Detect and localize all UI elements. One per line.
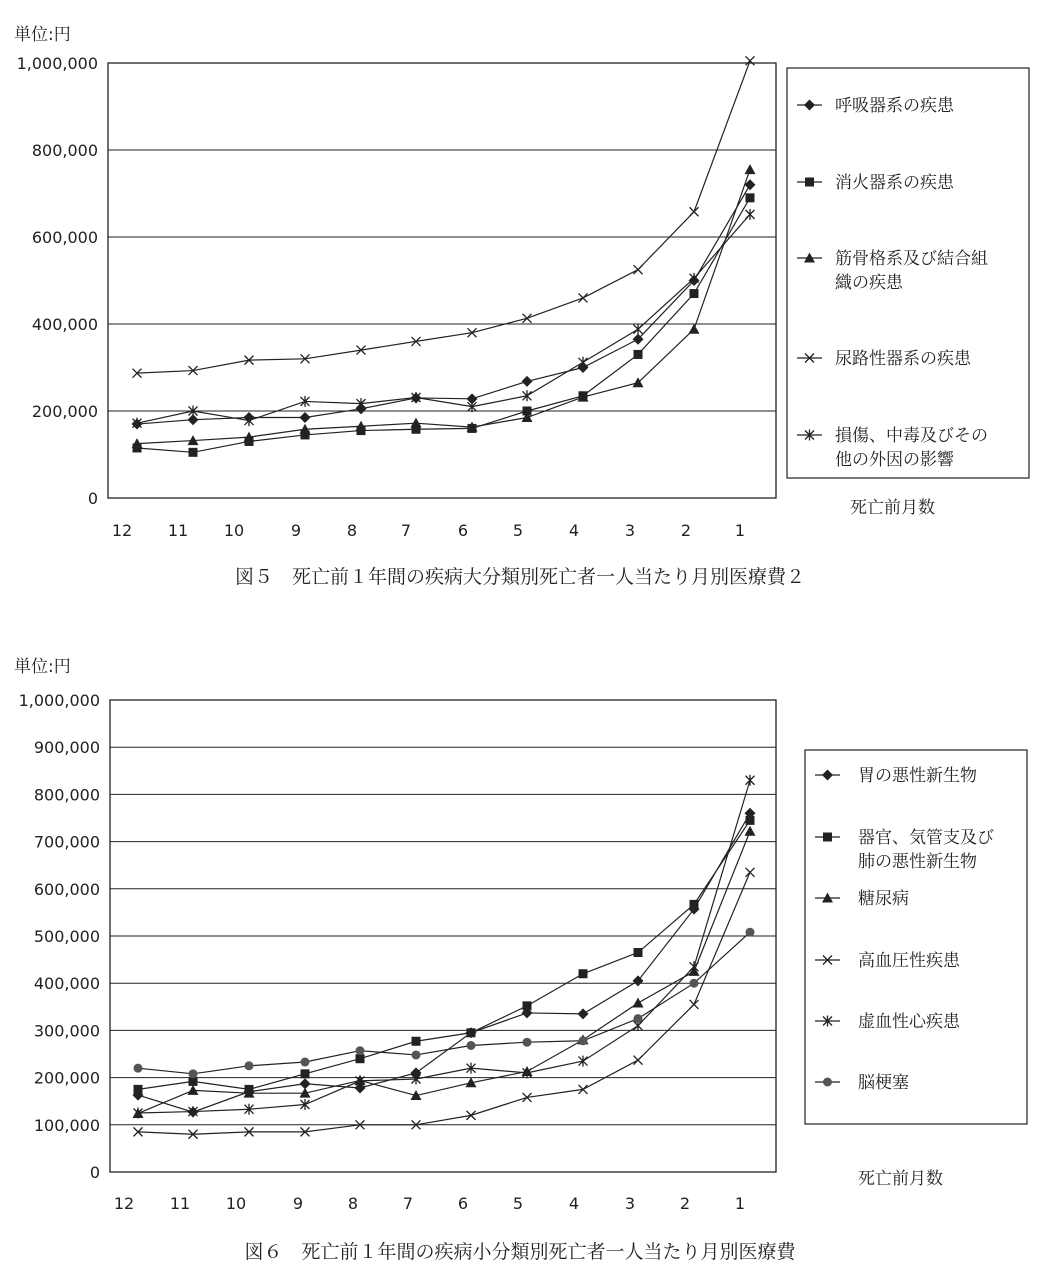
data-point (746, 816, 755, 825)
x-axis-title: 死亡前月数 (850, 498, 935, 518)
data-point (579, 1036, 588, 1045)
series-line (137, 61, 750, 373)
series-line (137, 198, 750, 452)
data-point (579, 969, 588, 978)
series-asterisk (133, 209, 755, 429)
data-point (134, 1064, 143, 1073)
legend (815, 766, 994, 1093)
data-point (189, 448, 198, 457)
legend-label: 虚血性心疾患 (858, 1012, 960, 1032)
series-line (138, 872, 750, 1134)
data-point (579, 357, 588, 368)
series-line (137, 185, 750, 424)
legend-marker (823, 1078, 832, 1087)
data-point (746, 775, 755, 786)
data-point (300, 1078, 311, 1089)
data-point (690, 289, 699, 298)
series-square (133, 193, 755, 456)
y-tick-label: 800,000 (33, 785, 100, 805)
legend-item (797, 173, 955, 193)
data-point (634, 1056, 643, 1065)
x-tick-label: 9 (292, 1194, 304, 1213)
unit-label: 単位:円 (14, 25, 71, 45)
legend-marker (805, 178, 814, 187)
legend-label: 器官、気管支及び肺の悪性新生物 (858, 828, 994, 872)
x-tick-label: 9 (290, 521, 302, 540)
legend-item (797, 249, 988, 293)
legend (797, 96, 988, 470)
data-point (523, 314, 532, 323)
legend-item (815, 766, 977, 786)
data-point (134, 1085, 143, 1094)
data-point (579, 293, 588, 302)
x-tick-label: 8 (347, 1194, 359, 1213)
x-tick-label: 10 (223, 521, 245, 540)
data-point (689, 324, 700, 334)
legend-item (797, 349, 972, 369)
legend-item (815, 1073, 909, 1093)
x-tick-label: 11 (169, 1194, 191, 1213)
y-tick-label: 0 (87, 489, 98, 508)
series-diamond (132, 179, 756, 429)
y-tick-label: 300,000 (33, 1021, 100, 1041)
x-tick-label: 3 (624, 1194, 636, 1213)
data-point (690, 979, 699, 988)
series-diamond (133, 808, 756, 1118)
x-tick-label: 12 (111, 521, 133, 540)
unit-label: 単位:円 (14, 657, 71, 677)
x-tick-label: 6 (457, 521, 469, 540)
legend-label: 損傷、中毒及びその他の外因の影響 (835, 426, 988, 470)
legend-box (787, 68, 1029, 478)
legend-item (797, 96, 955, 116)
legend-item (815, 1012, 961, 1032)
x-axis-tick-labels (114, 1194, 745, 1213)
y-axis-tick-labels (17, 54, 98, 508)
chart-figure-5 (14, 25, 1029, 588)
x-tick-label: 2 (679, 1194, 691, 1213)
figure-caption: 図５ 死亡前１年間の疾病大分類別死亡者一人当たり月別医療費２ (234, 566, 806, 588)
y-tick-label: 600,000 (31, 228, 98, 247)
legend-item (815, 889, 909, 909)
legend-item (815, 828, 994, 872)
y-tick-label: 100,000 (33, 1115, 100, 1135)
data-point (746, 928, 755, 937)
x-tick-label: 5 (512, 1194, 524, 1213)
x-tick-label: 10 (225, 1194, 247, 1213)
series-asterisk (134, 775, 755, 1119)
legend-marker (823, 833, 832, 842)
x-tick-label: 12 (113, 1194, 135, 1213)
data-point (746, 868, 755, 877)
legend-label: 胃の悪性新生物 (858, 766, 977, 786)
legend-item (815, 951, 961, 971)
legend-label: 糖尿病 (858, 889, 909, 909)
series-triangle (133, 826, 756, 1118)
data-point (189, 1069, 198, 1078)
legend-label: 消火器系の疾患 (835, 173, 954, 193)
data-point (523, 390, 532, 401)
data-point (690, 961, 699, 972)
data-point (522, 376, 533, 387)
legend-label: 筋骨格系及び結合組織の疾患 (835, 249, 988, 293)
data-point (634, 948, 643, 957)
x-tick-label: 8 (346, 521, 358, 540)
x-tick-label: 4 (568, 1194, 580, 1213)
data-point (467, 1041, 476, 1050)
data-point (746, 56, 755, 65)
data-point (523, 1001, 532, 1010)
x-tick-label: 11 (167, 521, 189, 540)
data-point (634, 324, 643, 335)
gridlines (110, 700, 776, 1125)
data-point (746, 193, 755, 202)
data-point (412, 1050, 421, 1059)
x-tick-label: 7 (400, 521, 412, 540)
legend-marker (804, 100, 815, 111)
data-point (300, 412, 311, 423)
data-point (245, 1061, 254, 1070)
series-line (138, 780, 750, 1113)
y-tick-label: 400,000 (31, 315, 98, 334)
x-tick-label: 4 (568, 521, 580, 540)
data-point (690, 900, 699, 909)
data-point (356, 1046, 365, 1055)
legend-marker (822, 770, 833, 781)
series-group (133, 775, 756, 1139)
data-point (188, 1085, 199, 1095)
y-tick-label: 600,000 (33, 879, 100, 899)
figure-caption: 図６ 死亡前１年間の疾病小分類別死亡者一人当たり月別医療費 (244, 1241, 796, 1263)
y-tick-label: 700,000 (33, 832, 100, 852)
series-line (138, 831, 750, 1113)
series-group (132, 56, 756, 457)
x-tick-label: 3 (624, 521, 636, 540)
data-point (301, 1069, 310, 1078)
data-point (634, 350, 643, 359)
legend-label: 脳梗塞 (858, 1073, 909, 1093)
data-point (523, 1038, 532, 1047)
y-tick-label: 400,000 (33, 974, 100, 994)
x-tick-label: 1 (734, 1194, 746, 1213)
gridlines (108, 63, 776, 411)
series-line (138, 813, 750, 1112)
data-point (633, 998, 644, 1008)
x-tick-label: 2 (680, 521, 692, 540)
data-point (633, 975, 644, 986)
plot-area (108, 63, 776, 498)
data-point (356, 1054, 365, 1063)
y-axis-tick-labels (19, 691, 100, 1182)
y-tick-label: 0 (89, 1163, 100, 1182)
data-point (301, 1058, 310, 1067)
y-tick-label: 1,000,000 (18, 691, 100, 710)
y-tick-label: 500,000 (33, 927, 100, 946)
y-tick-label: 1,000,000 (16, 54, 98, 73)
legend-label: 高血圧性疾患 (858, 951, 960, 971)
data-point (578, 1008, 589, 1019)
data-point (579, 1056, 588, 1067)
legend-box (805, 750, 1027, 1124)
data-point (746, 209, 755, 220)
x-axis-title: 死亡前月数 (858, 1169, 943, 1189)
legend-label: 呼吸器系の疾患 (835, 96, 954, 116)
x-tick-label: 5 (512, 521, 524, 540)
data-point (634, 265, 643, 274)
data-point (690, 207, 699, 216)
y-tick-label: 200,000 (31, 402, 98, 421)
series-triangle (132, 164, 756, 448)
data-point (634, 1014, 643, 1023)
data-point (467, 1028, 476, 1037)
data-point (745, 164, 756, 174)
chart-figure-6 (14, 657, 1027, 1263)
y-tick-label: 900,000 (33, 738, 100, 758)
y-tick-label: 200,000 (33, 1068, 100, 1088)
y-tick-label: 800,000 (31, 141, 98, 160)
legend-item (797, 426, 988, 470)
x-tick-label: 6 (457, 1194, 469, 1213)
x-tick-label: 7 (402, 1194, 414, 1213)
data-point (412, 1037, 421, 1046)
data-point (411, 418, 422, 428)
x-axis-tick-labels (112, 521, 745, 540)
data-point (690, 1000, 699, 1009)
x-tick-label: 1 (734, 521, 746, 540)
legend-label: 尿路性器系の疾患 (835, 349, 971, 369)
